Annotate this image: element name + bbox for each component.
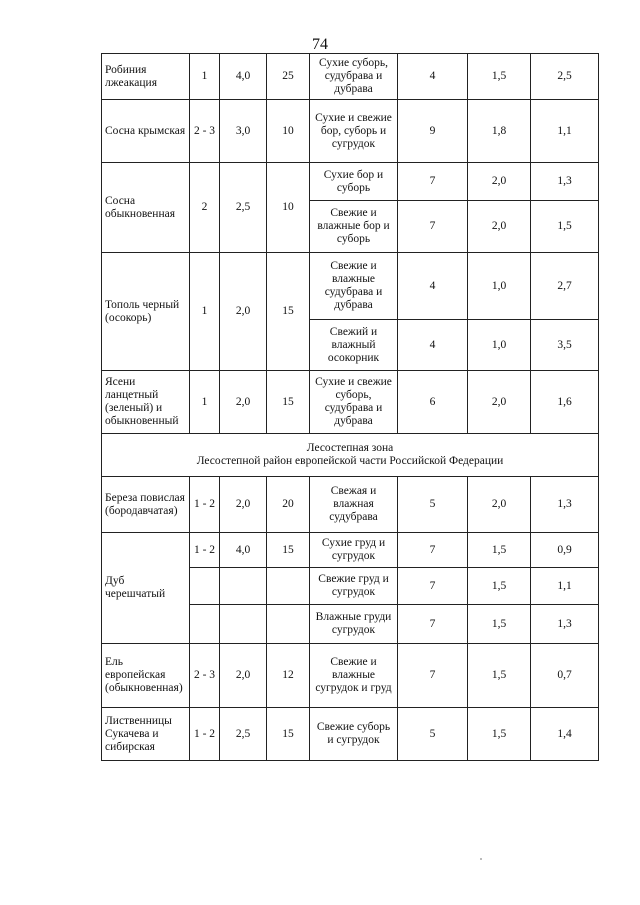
habitat-condition: Сухие суборь, судубрава и дубрава xyxy=(310,54,398,100)
cell-value: 7 xyxy=(398,605,468,644)
table-row xyxy=(102,477,599,533)
empty-cell xyxy=(190,568,220,605)
table-row xyxy=(102,434,599,477)
empty-cell xyxy=(220,605,267,644)
cell-value: 1,5 xyxy=(468,708,531,761)
table-row xyxy=(102,371,599,434)
habitat-condition: Свежие суборь и сугрудок xyxy=(310,708,398,761)
cell-value: 15 xyxy=(267,533,310,568)
table-row xyxy=(102,100,599,163)
cell-value: 7 xyxy=(398,533,468,568)
zone-header xyxy=(102,434,599,477)
cell-value: 1,3 xyxy=(531,163,599,201)
cell-value: 7 xyxy=(398,644,468,708)
cell-value: 2 xyxy=(190,163,220,253)
habitat-condition: Сухие и свежие бор, суборь и сугрудок xyxy=(310,100,398,163)
empty-cell xyxy=(267,605,310,644)
cell-value: 1,0 xyxy=(468,253,531,320)
cell-value: 6 xyxy=(398,371,468,434)
habitat-condition: Свежая и влажная судубрава xyxy=(310,477,398,533)
cell-value: 1,5 xyxy=(468,533,531,568)
cell-value: 1,8 xyxy=(468,100,531,163)
cell-value: 1,4 xyxy=(531,708,599,761)
cell-value: 12 xyxy=(267,644,310,708)
cell-value: 4 xyxy=(398,320,468,371)
cell-value: 2,0 xyxy=(220,644,267,708)
species-name: Ясени ланцетный (зеленый) и обыкновенный xyxy=(102,371,190,434)
species-name: Береза повислая (бородавчатая) xyxy=(102,477,190,533)
habitat-condition: Свежий и влажный осокорник xyxy=(310,320,398,371)
cell-value: 1,3 xyxy=(531,477,599,533)
habitat-condition: Свежие и влажные бор и суборь xyxy=(310,201,398,253)
cell-value: 2,0 xyxy=(220,253,267,371)
cell-value: 3,5 xyxy=(531,320,599,371)
cell-value: 2,0 xyxy=(220,371,267,434)
cell-value: 20 xyxy=(267,477,310,533)
cell-value: 4 xyxy=(398,253,468,320)
species-name: Тополь черный (осокорь) xyxy=(102,253,190,371)
habitat-condition: Свежие и влажные судубрава и дубрава xyxy=(310,253,398,320)
habitat-condition: Свежие и влажные сугрудок и груд xyxy=(310,644,398,708)
species-name: Робиния лжеакация xyxy=(102,54,190,100)
cell-value: 1,6 xyxy=(531,371,599,434)
species-name: Дуб черешчатый xyxy=(102,533,190,644)
cell-value: 1 xyxy=(190,253,220,371)
table-row xyxy=(102,708,599,761)
habitat-condition: Сухие бор и суборь xyxy=(310,163,398,201)
cell-value: 4,0 xyxy=(220,533,267,568)
cell-value: 1,5 xyxy=(468,644,531,708)
cell-value: 1 - 2 xyxy=(190,708,220,761)
cell-value: 0,7 xyxy=(531,644,599,708)
cell-value: 1 xyxy=(190,54,220,100)
cell-value: 15 xyxy=(267,253,310,371)
table-row xyxy=(102,533,599,568)
cell-value: 5 xyxy=(398,477,468,533)
scan-speck xyxy=(480,858,482,860)
cell-value: 15 xyxy=(267,371,310,434)
cell-value: 1,5 xyxy=(468,605,531,644)
table-row xyxy=(102,54,599,100)
empty-cell xyxy=(190,605,220,644)
cell-value: 25 xyxy=(267,54,310,100)
habitat-condition: Сухие груд и сугрудок xyxy=(310,533,398,568)
habitat-condition: Сухие и свежие суборь, судубрава и дубрава xyxy=(310,371,398,434)
cell-value: 2,0 xyxy=(468,371,531,434)
cell-value: 1,1 xyxy=(531,568,599,605)
cell-value: 1 - 2 xyxy=(190,533,220,568)
cell-value: 2,0 xyxy=(468,201,531,253)
species-table xyxy=(101,53,599,761)
cell-value: 2,5 xyxy=(531,54,599,100)
cell-value: 9 xyxy=(398,100,468,163)
cell-value: 7 xyxy=(398,568,468,605)
species-name: Сосна обыкновенная xyxy=(102,163,190,253)
empty-cell xyxy=(220,568,267,605)
cell-value: 1,0 xyxy=(468,320,531,371)
cell-value: 1 - 2 xyxy=(190,477,220,533)
species-name: Ель европейская (обыкновенная) xyxy=(102,644,190,708)
cell-value: 2,5 xyxy=(220,708,267,761)
cell-value: 0,9 xyxy=(531,533,599,568)
cell-value: 2,5 xyxy=(220,163,267,253)
cell-value: 1,5 xyxy=(468,54,531,100)
cell-value: 2,7 xyxy=(531,253,599,320)
cell-value: 1,5 xyxy=(468,568,531,605)
cell-value: 1,1 xyxy=(531,100,599,163)
cell-value: 4,0 xyxy=(220,54,267,100)
cell-value: 1 xyxy=(190,371,220,434)
cell-value: 2,0 xyxy=(468,163,531,201)
zone-subtitle: Лесостепной район европейской части Российской Федерации xyxy=(196,455,504,467)
cell-value: 7 xyxy=(398,163,468,201)
cell-value: 2 - 3 xyxy=(190,100,220,163)
zone-title: Лесостепная зона xyxy=(306,442,394,454)
cell-value: 2 - 3 xyxy=(190,644,220,708)
habitat-condition: Свежие груд и сугрудок xyxy=(310,568,398,605)
cell-value: 5 xyxy=(398,708,468,761)
table-row xyxy=(102,644,599,708)
empty-cell xyxy=(267,568,310,605)
cell-value: 1,3 xyxy=(531,605,599,644)
page-number: 74 xyxy=(312,36,328,53)
species-name: Сосна крымская xyxy=(102,100,190,163)
species-name: Лиственницы Сукачева и сибирская xyxy=(102,708,190,761)
cell-value: 10 xyxy=(267,100,310,163)
cell-value: 3,0 xyxy=(220,100,267,163)
habitat-condition: Влажные груди сугрудок xyxy=(310,605,398,644)
cell-value: 4 xyxy=(398,54,468,100)
cell-value: 7 xyxy=(398,201,468,253)
cell-value: 1,5 xyxy=(531,201,599,253)
cell-value: 15 xyxy=(267,708,310,761)
table-row xyxy=(102,163,599,201)
table-row xyxy=(102,253,599,320)
cell-value: 2,0 xyxy=(468,477,531,533)
cell-value: 2,0 xyxy=(220,477,267,533)
cell-value: 10 xyxy=(267,163,310,253)
